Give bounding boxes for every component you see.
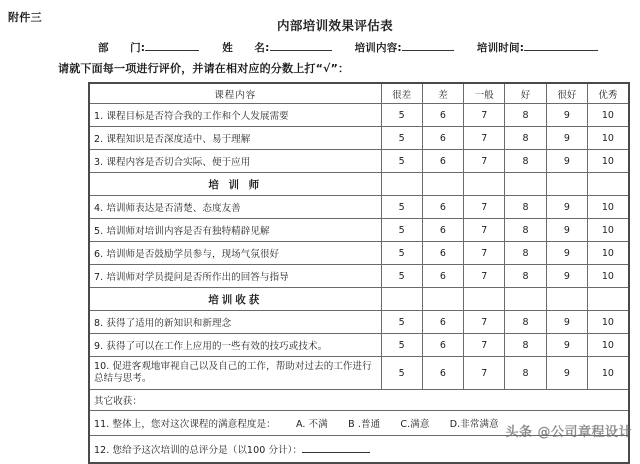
score-cell[interactable]: 5: [381, 219, 422, 242]
table-row: [89, 311, 629, 334]
field-input-name[interactable]: [270, 39, 332, 51]
evaluation-item-label: 1. 课程目标是否符合我的工作和个人发展需要: [89, 104, 381, 127]
section-title: 培训收获: [89, 288, 381, 311]
score-cell[interactable]: 7: [464, 127, 505, 150]
column-header-score-2: 一般: [464, 83, 505, 104]
field-label-name: 姓 名:: [222, 42, 270, 54]
score-cell[interactable]: 9: [546, 357, 587, 390]
question-11-cell: [89, 411, 629, 436]
score-cell[interactable]: 7: [464, 242, 505, 265]
score-cell[interactable]: 6: [422, 357, 463, 390]
section-empty-cell: [505, 173, 546, 196]
section-empty-cell: [422, 288, 463, 311]
score-cell[interactable]: 9: [546, 196, 587, 219]
score-cell[interactable]: 10: [587, 127, 628, 150]
score-cell[interactable]: 8: [505, 311, 546, 334]
attachment-label: 附件三: [8, 11, 42, 24]
score-cell[interactable]: 6: [422, 150, 463, 173]
evaluation-item-label: 5. 培训师对培训内容是否有独特精辟见解: [89, 219, 381, 242]
score-cell[interactable]: 8: [505, 127, 546, 150]
score-cell[interactable]: 5: [381, 196, 422, 219]
score-cell[interactable]: 9: [546, 127, 587, 150]
score-cell[interactable]: 8: [505, 357, 546, 390]
score-cell[interactable]: 10: [587, 311, 628, 334]
section-empty-cell: [587, 288, 628, 311]
evaluation-table: [88, 82, 630, 464]
field-input-training-time[interactable]: [524, 39, 598, 51]
score-cell[interactable]: 8: [505, 104, 546, 127]
table-header: [89, 83, 629, 104]
question-11-option-d[interactable]: D.非常满意: [449, 419, 499, 430]
score-cell[interactable]: 7: [464, 196, 505, 219]
score-cell[interactable]: 5: [381, 334, 422, 357]
column-header-item: 课程内容: [89, 83, 381, 104]
score-cell[interactable]: 9: [546, 150, 587, 173]
field-label-training-content: 培训内容:: [354, 42, 402, 54]
field-input-department[interactable]: [145, 39, 199, 51]
score-cell[interactable]: 8: [505, 219, 546, 242]
score-cell[interactable]: 6: [422, 219, 463, 242]
score-cell[interactable]: 10: [587, 357, 628, 390]
field-input-training-content[interactable]: [402, 39, 454, 51]
score-cell[interactable]: 10: [587, 334, 628, 357]
column-header-score-1: 差: [422, 83, 463, 104]
score-cell[interactable]: 6: [422, 196, 463, 219]
evaluation-table-container: [88, 82, 628, 464]
evaluation-item-label: 4. 培训师表达是否清楚、态度友善: [89, 196, 381, 219]
header-fields-line: [98, 39, 598, 55]
column-header-score-4: 很好: [546, 83, 587, 104]
question-11-option-c[interactable]: C.满意: [400, 419, 430, 430]
watermark: 头条 @公司章程设计: [505, 425, 632, 440]
score-cell[interactable]: 7: [464, 265, 505, 288]
field-label-training-time: 培训时间:: [476, 42, 525, 54]
question-12-prompt: 12. 您给予这次培训的总评分是（以100 分计）：: [94, 445, 303, 456]
score-cell[interactable]: 5: [381, 357, 422, 390]
score-cell[interactable]: 7: [464, 311, 505, 334]
field-label-department: 部 门:: [98, 42, 146, 54]
evaluation-item-label: 6. 培训师是否鼓励学员参与，现场气氛很好: [89, 242, 381, 265]
evaluation-item-label: 7. 培训师对学员提问是否所作出的回答与指导: [89, 265, 381, 288]
score-cell[interactable]: 6: [422, 265, 463, 288]
score-cell[interactable]: 8: [505, 242, 546, 265]
score-cell[interactable]: 5: [381, 127, 422, 150]
score-cell[interactable]: 6: [422, 334, 463, 357]
score-cell[interactable]: 5: [381, 311, 422, 334]
score-cell[interactable]: 5: [381, 150, 422, 173]
instruction-text: 请就下面每一项进行评价，并请在相对应的分数上打“√”：: [58, 62, 350, 75]
question-11-prompt: 11. 整体上，您对这次课程的满意程度是：: [94, 419, 276, 430]
score-cell[interactable]: 7: [464, 150, 505, 173]
score-cell[interactable]: 9: [546, 242, 587, 265]
section-empty-cell: [464, 288, 505, 311]
section-empty-cell: [422, 173, 463, 196]
table-row-other-gains: [89, 390, 629, 411]
score-cell[interactable]: 6: [422, 311, 463, 334]
score-cell[interactable]: 10: [587, 196, 628, 219]
score-cell[interactable]: 5: [381, 242, 422, 265]
table-row: [89, 357, 629, 390]
question-12-input[interactable]: [302, 442, 370, 453]
question-12-cell: [89, 436, 629, 464]
score-cell[interactable]: 7: [464, 219, 505, 242]
score-cell[interactable]: 7: [464, 104, 505, 127]
section-title: 培 训 师: [89, 173, 381, 196]
score-cell[interactable]: 9: [546, 104, 587, 127]
score-cell[interactable]: 7: [464, 334, 505, 357]
question-11-option-b[interactable]: B .普通: [348, 419, 381, 430]
score-cell[interactable]: 7: [464, 357, 505, 390]
section-empty-cell: [381, 288, 422, 311]
score-cell[interactable]: 6: [422, 104, 463, 127]
table-footer-body: [89, 390, 629, 464]
table-row: [89, 242, 629, 265]
score-cell[interactable]: 6: [422, 242, 463, 265]
evaluation-item-label: 3. 课程内容是否切合实际、便于应用: [89, 150, 381, 173]
section-empty-cell: [546, 173, 587, 196]
score-cell[interactable]: 9: [546, 334, 587, 357]
section-empty-cell: [505, 288, 546, 311]
table-header-row: [89, 83, 629, 104]
score-cell[interactable]: 10: [587, 104, 628, 127]
table-row: [89, 265, 629, 288]
table-section-row: [89, 173, 629, 196]
column-header-score-0: 很差: [381, 83, 422, 104]
column-header-score-5: 优秀: [587, 83, 628, 104]
score-cell[interactable]: 10: [587, 242, 628, 265]
score-cell[interactable]: 8: [505, 334, 546, 357]
score-cell[interactable]: 5: [381, 265, 422, 288]
score-cell[interactable]: 6: [422, 127, 463, 150]
score-cell[interactable]: 10: [587, 150, 628, 173]
score-cell[interactable]: 5: [381, 104, 422, 127]
score-cell[interactable]: 8: [505, 150, 546, 173]
table-body: [89, 104, 629, 390]
section-empty-cell: [464, 173, 505, 196]
score-cell[interactable]: 9: [546, 311, 587, 334]
section-empty-cell: [381, 173, 422, 196]
table-row: [89, 196, 629, 219]
section-empty-cell: [546, 288, 587, 311]
score-cell[interactable]: 10: [587, 219, 628, 242]
table-row: [89, 150, 629, 173]
evaluation-item-label: 9. 获得了可以在工作上应用的一些有效的技巧或技术。: [89, 334, 381, 357]
table-row: [89, 219, 629, 242]
section-empty-cell: [587, 173, 628, 196]
evaluation-item-label: 8. 获得了适用的新知识和新理念: [89, 311, 381, 334]
evaluation-item-label: 10. 促进客观地审视自己以及自己的工作，帮助对过去的工作进行总结与思考。: [89, 357, 381, 390]
score-cell[interactable]: 8: [505, 265, 546, 288]
table-row: [89, 127, 629, 150]
table-row-question-11: [89, 411, 629, 436]
column-header-score-3: 好: [505, 83, 546, 104]
score-cell[interactable]: 10: [587, 265, 628, 288]
table-section-row: [89, 288, 629, 311]
score-cell[interactable]: 8: [505, 196, 546, 219]
table-row: [89, 104, 629, 127]
page-title: 内部培训效果评估表: [276, 18, 394, 33]
evaluation-item-label: 2. 课程知识是否深度适中、易于理解: [89, 127, 381, 150]
table-row: [89, 334, 629, 357]
question-11-option-a[interactable]: A. 不满: [295, 419, 328, 430]
other-gains-label: 其它收获：: [89, 390, 629, 411]
score-cell[interactable]: 9: [546, 219, 587, 242]
score-cell[interactable]: 9: [546, 265, 587, 288]
table-row-question-12: [89, 436, 629, 464]
